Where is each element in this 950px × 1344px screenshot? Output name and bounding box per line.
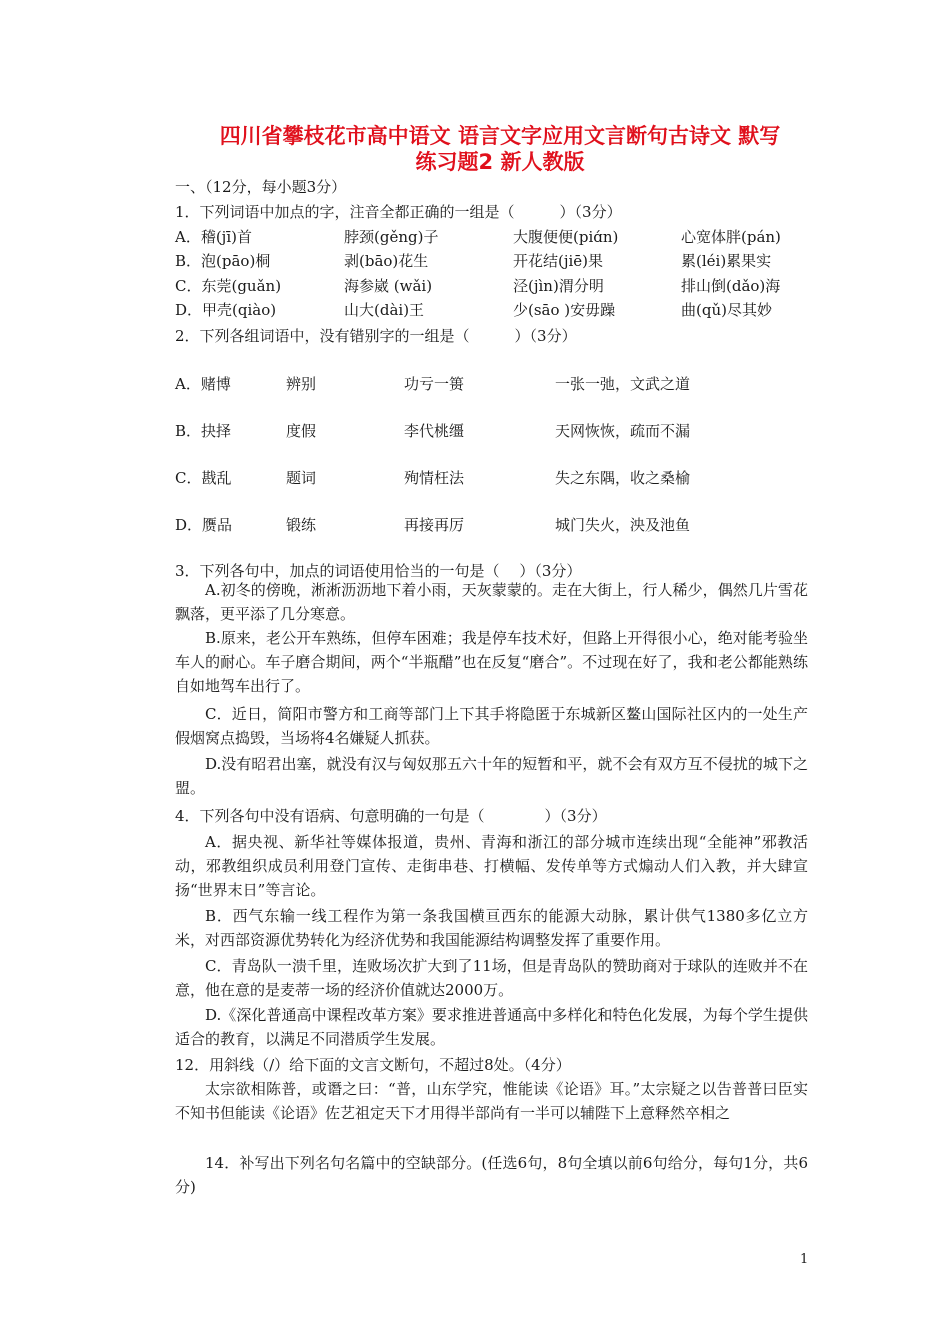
q1-cell: 开花结(jiē)果 <box>513 252 604 270</box>
q3-option-b: B.原来，老公开车熟练，但停车困难；我是停车技术好，但路上开得很小心，绝对能考验坐车人的耐心。车子磨合期间，两个“半瓶醋”也在反复“磨合”。不过现在好了，我和老公都能熟练自如地驾车出行了。 <box>175 629 808 695</box>
q1-cell: 脖颈(gěng)子 <box>344 228 439 246</box>
q3-stem: 3．下列各句中，加点的词语使用恰当的一句是（ ）（3分） <box>175 562 582 580</box>
q3-option-c: C．近日，简阳市警方和工商等部门上下其手将隐匿于东城新区鳌山国际社区内的一处生产假烟窝点捣毁，当场将4名嫌疑人抓获。 <box>175 705 808 747</box>
q2-cell: 李代桃缰 <box>404 422 465 440</box>
q1-cell: D．甲壳(qiào) <box>175 301 277 319</box>
q2-cell: 辨别 <box>286 375 317 393</box>
q2-cell: 功亏一篑 <box>404 375 465 393</box>
q12-passage: 太宗欲相陈普，或谮之曰：“普，山东学究，惟能读《论语》耳。”太宗疑之以告普普曰臣实不知书但能读《论语》佐艺祖定天下才用得半部尚有一半可以辅陛下上意释然卒相之 <box>175 1080 808 1122</box>
q1-cell: 曲(qǔ)尽其妙 <box>681 301 772 319</box>
q3-option-a: A.初冬的傍晚，淅淅沥沥地下着小雨，天灰蒙蒙的。走在大街上，行人稀少，偶然几片雪花飘落，更平添了几分寒意。 <box>175 581 808 623</box>
page-number: 1 <box>800 1252 809 1267</box>
section-header: 一、（12分，每小题3分） <box>175 178 347 196</box>
q1-cell: B．泡(pāo)桐 <box>175 252 271 270</box>
q4-option-a: A．据央视、新华社等媒体报道，贵州、青海和浙江的部分城市连续出现“全能神”邪教活动，邪教组织成员利用登门宣传、走街串巷、打横幅、发传单等方式煽动人们入教，并大肆宣扬“世界末日”等言论。 <box>175 833 808 899</box>
q2-cell: 天网恢恢，疏而不漏 <box>555 422 691 440</box>
q1-stem: 1．下列词语中加点的字，注音全都正确的一组是（ ）（3分） <box>175 203 622 221</box>
q1-cell: A．稽(jī)首 <box>175 228 252 246</box>
q1-cell: 海参崴 (wǎi) <box>344 277 433 295</box>
q4-option-d: D.《深化普通高中课程改革方案》要求推进普通高中多样化和特色化发展，为每个学生提供适合的教育，以满足不同潜质学生发展。 <box>175 1006 808 1048</box>
q4-option-c: C．青岛队一溃千里，连败场次扩大到了11场，但是青岛队的赞助商对于球队的连败并不在意，他在意的是麦蒂一场的经济价值就达2000万。 <box>175 957 808 999</box>
q2-stem: 2．下列各组词语中，没有错别字的一组是（ ）（3分） <box>175 327 577 345</box>
q2-cell: 锻练 <box>286 516 317 534</box>
q2-cell: 城门失火，泱及池鱼 <box>555 516 691 534</box>
q2-cell: 题词 <box>286 469 317 487</box>
q2-cell: 度假 <box>286 422 317 440</box>
q1-cell: 心宽体胖(pán) <box>681 228 781 246</box>
q2-cell: B．抉择 <box>175 422 232 440</box>
q2-cell: 失之东隅，收之桑榆 <box>555 469 691 487</box>
q1-cell: 累(léi)累果实 <box>681 252 772 270</box>
q1-cell: C．东莞(guǎn) <box>175 277 282 295</box>
q12-stem: 12．用斜线（/）给下面的文言文断句，不超过8处。（4分） <box>175 1056 571 1074</box>
q2-cell: C．戡乱 <box>175 469 232 487</box>
q1-cell: 排山倒(dǎo)海 <box>681 277 781 295</box>
q2-cell: D．赝品 <box>175 516 233 534</box>
q1-cell: 少(sāo )安毋躁 <box>513 301 616 319</box>
q2-cell: A．赌博 <box>175 375 231 393</box>
q1-cell: 剥(bāo)花生 <box>344 252 429 270</box>
q2-cell: 再接再厉 <box>404 516 465 534</box>
q1-cell: 山大(dài)王 <box>344 301 425 319</box>
q1-cell: 大腹便便(piɑ́n) <box>513 228 619 246</box>
q2-cell: 一张一弛，文武之道 <box>555 375 691 393</box>
q4-option-b: B．西气东输一线工程作为第一条我国横亘西东的能源大动脉，累计供气1380多亿立方米，对西部资源优势转化为经济优势和我国能源结构调整发挥了重要作用。 <box>175 907 808 949</box>
q3-option-d: D.没有昭君出塞，就没有汉与匈奴那五六十年的短暂和平，就不会有双方互不侵扰的城下之盟。 <box>175 755 808 797</box>
q1-cell: 泾(jìn)渭分明 <box>513 277 604 295</box>
q2-cell: 殉情枉法 <box>404 469 465 487</box>
q4-stem: 4．下列各句中没有语病、句意明确的一句是（ ）（3分） <box>175 807 607 825</box>
q14-stem: 14．补写出下列名句名篇中的空缺部分。(任选6句，8句全填以前6句给分，每句1分，共6分) <box>175 1154 808 1196</box>
title-line-1: 四川省攀枝花市高中语文 语言文字应用文言断句古诗文 默写 <box>219 124 781 148</box>
title-line-2: 练习题2 新人教版 <box>415 150 585 174</box>
